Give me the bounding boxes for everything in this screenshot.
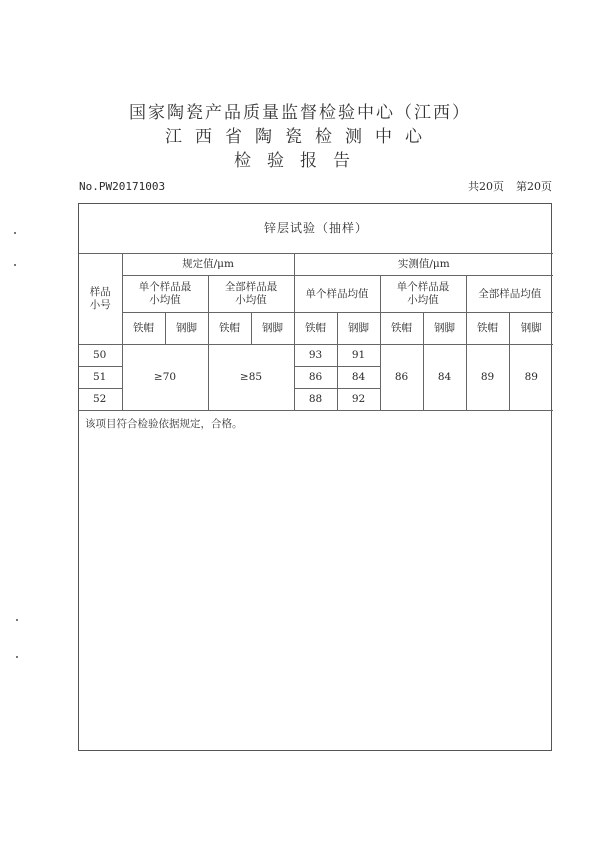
report-number: No.PW20171003	[79, 180, 166, 193]
iron-cap-avg: 88	[294, 389, 337, 411]
iron-cap-avg: 93	[294, 345, 337, 367]
col-iron-cap: 铁帽	[466, 313, 509, 345]
all-avg-iron: 89	[466, 345, 509, 411]
measured-header: 实测值/μm	[294, 254, 553, 276]
spec-header: 规定值/μm	[122, 254, 294, 276]
report-frame	[78, 203, 552, 751]
current-page: 第20页	[516, 180, 552, 193]
col-iron-cap: 铁帽	[294, 313, 337, 345]
report-header-line3: 检验报告	[234, 151, 366, 171]
single-min-iron: 86	[380, 345, 423, 411]
all-avg-steel: 89	[509, 345, 553, 411]
table-title: 锌层试验（抽样）	[79, 204, 553, 254]
col-iron-cap: 铁帽	[380, 313, 423, 345]
sample-number: 52	[79, 389, 122, 411]
report-header-line2: 江西省陶瓷检测中心	[165, 127, 435, 147]
page-indicator	[456, 178, 552, 194]
iron-cap-avg: 86	[294, 367, 337, 389]
sample-number: 50	[79, 345, 122, 367]
spec-single-min-value: ≥70	[122, 345, 208, 411]
scan-speck	[16, 656, 18, 658]
measured-all-avg-header: 全部样品均值	[466, 276, 553, 313]
col-steel-foot: 钢脚	[423, 313, 466, 345]
sample-number: 51	[79, 367, 122, 389]
scan-speck	[14, 264, 16, 266]
col-steel-foot: 钢脚	[337, 313, 380, 345]
measured-single-min-header: 单个样品最小均值	[380, 276, 466, 313]
col-steel-foot: 钢脚	[165, 313, 208, 345]
single-min-steel: 84	[423, 345, 466, 411]
col-iron-cap: 铁帽	[122, 313, 165, 345]
col-steel-foot: 钢脚	[509, 313, 553, 345]
spec-all-min-value: ≥85	[208, 345, 294, 411]
col-steel-foot: 钢脚	[251, 313, 294, 345]
conclusion-text: 该项目符合检验依据规定，合格。	[85, 418, 243, 430]
scan-speck	[14, 232, 16, 234]
spec-single-min-header: 单个样品最小均值	[122, 276, 208, 313]
total-pages: 共20页	[468, 180, 504, 193]
steel-foot-avg: 91	[337, 345, 380, 367]
sample-no-header: 样品小号	[79, 254, 122, 345]
zinc-layer-table	[79, 204, 553, 411]
measured-single-avg-header: 单个样品均值	[294, 276, 380, 313]
steel-foot-avg: 84	[337, 367, 380, 389]
spec-all-min-header: 全部样品最小均值	[208, 276, 294, 313]
scan-speck	[16, 619, 18, 621]
col-iron-cap: 铁帽	[208, 313, 251, 345]
report-header-line1: 国家陶瓷产品质量监督检验中心（江西）	[129, 103, 471, 123]
steel-foot-avg: 92	[337, 389, 380, 411]
table-row	[79, 345, 553, 367]
